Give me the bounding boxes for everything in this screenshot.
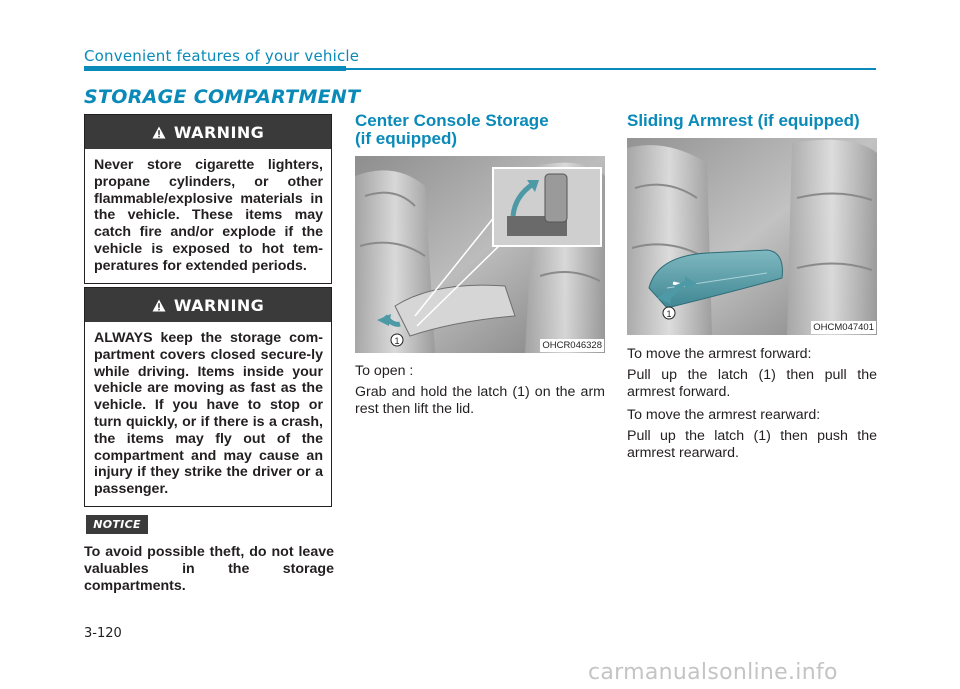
callout-1-label: 1 <box>666 309 672 319</box>
page-number: 3-120 <box>84 626 122 641</box>
center-console-lead: To open : <box>355 363 414 379</box>
callout-1-label: 1 <box>394 336 400 346</box>
warning-box-flammables <box>84 114 332 284</box>
header-rule <box>346 68 876 70</box>
sliding-armrest-illustration <box>627 138 877 335</box>
warning-text: Never store cigarette lighters, propane cylinders, or other flammable/explosive materials in the vehicle. These items may catch fire and/or explode if the vehicle is exposed to hot tem-peratures for extended periods. <box>94 157 323 274</box>
armrest-forward-lead: To move the armrest forward: <box>627 346 812 362</box>
page-title: STORAGE COMPARTMENT <box>84 86 361 108</box>
warning-header <box>85 288 331 322</box>
warning-box-compartment <box>84 287 332 507</box>
warning-header <box>85 115 331 149</box>
warning-triangle-icon <box>152 299 166 312</box>
warning-label: WARNING <box>173 295 265 315</box>
callout-1 <box>391 334 403 346</box>
notice-badge: NOTICE <box>86 515 148 534</box>
image-code: OHCM047401 <box>813 322 874 333</box>
center-console-title-line2: (if equipped) <box>355 129 457 148</box>
armrest-rearward-lead: To move the armrest rearward: <box>627 407 821 423</box>
center-console-instruction: Grab and hold the latch (1) on the arm rest then lift the lid. <box>355 384 605 417</box>
image-code: OHCR046328 <box>542 340 602 351</box>
armrest-rearward-text: Pull up the latch (1) then push the armrest rearward. <box>627 428 877 461</box>
center-console-title <box>355 112 549 148</box>
armrest-forward-text: Pull up the latch (1) then pull the armrest forward. <box>627 367 877 400</box>
callout-1 <box>663 307 675 319</box>
header-bar <box>84 66 346 71</box>
notice-text: To avoid possible theft, do not leave valuables in the storage compartments. <box>84 544 334 594</box>
warning-label: WARNING <box>173 122 265 142</box>
sliding-armrest-photo <box>627 138 877 335</box>
watermark: carmanualsonline.info <box>588 660 838 685</box>
center-console-illustration <box>355 156 605 353</box>
warning-triangle-icon <box>152 126 166 139</box>
sliding-armrest-title: Sliding Armrest (if equipped) <box>627 111 860 130</box>
warning-text: ALWAYS keep the storage com-partment covers closed secure-ly while driving. Items inside your vehicle are moving as fast as the vehicle. If you have to stop or turn quickly, or if there is a crash, the items may fly out of the compartment and may cause an injury if they strike the driver or a passenger. <box>94 330 323 498</box>
center-console-title-line1: Center Console Storage <box>355 111 549 130</box>
section-header: Convenient features of your vehicle <box>84 47 360 65</box>
center-console-photo <box>355 156 605 353</box>
